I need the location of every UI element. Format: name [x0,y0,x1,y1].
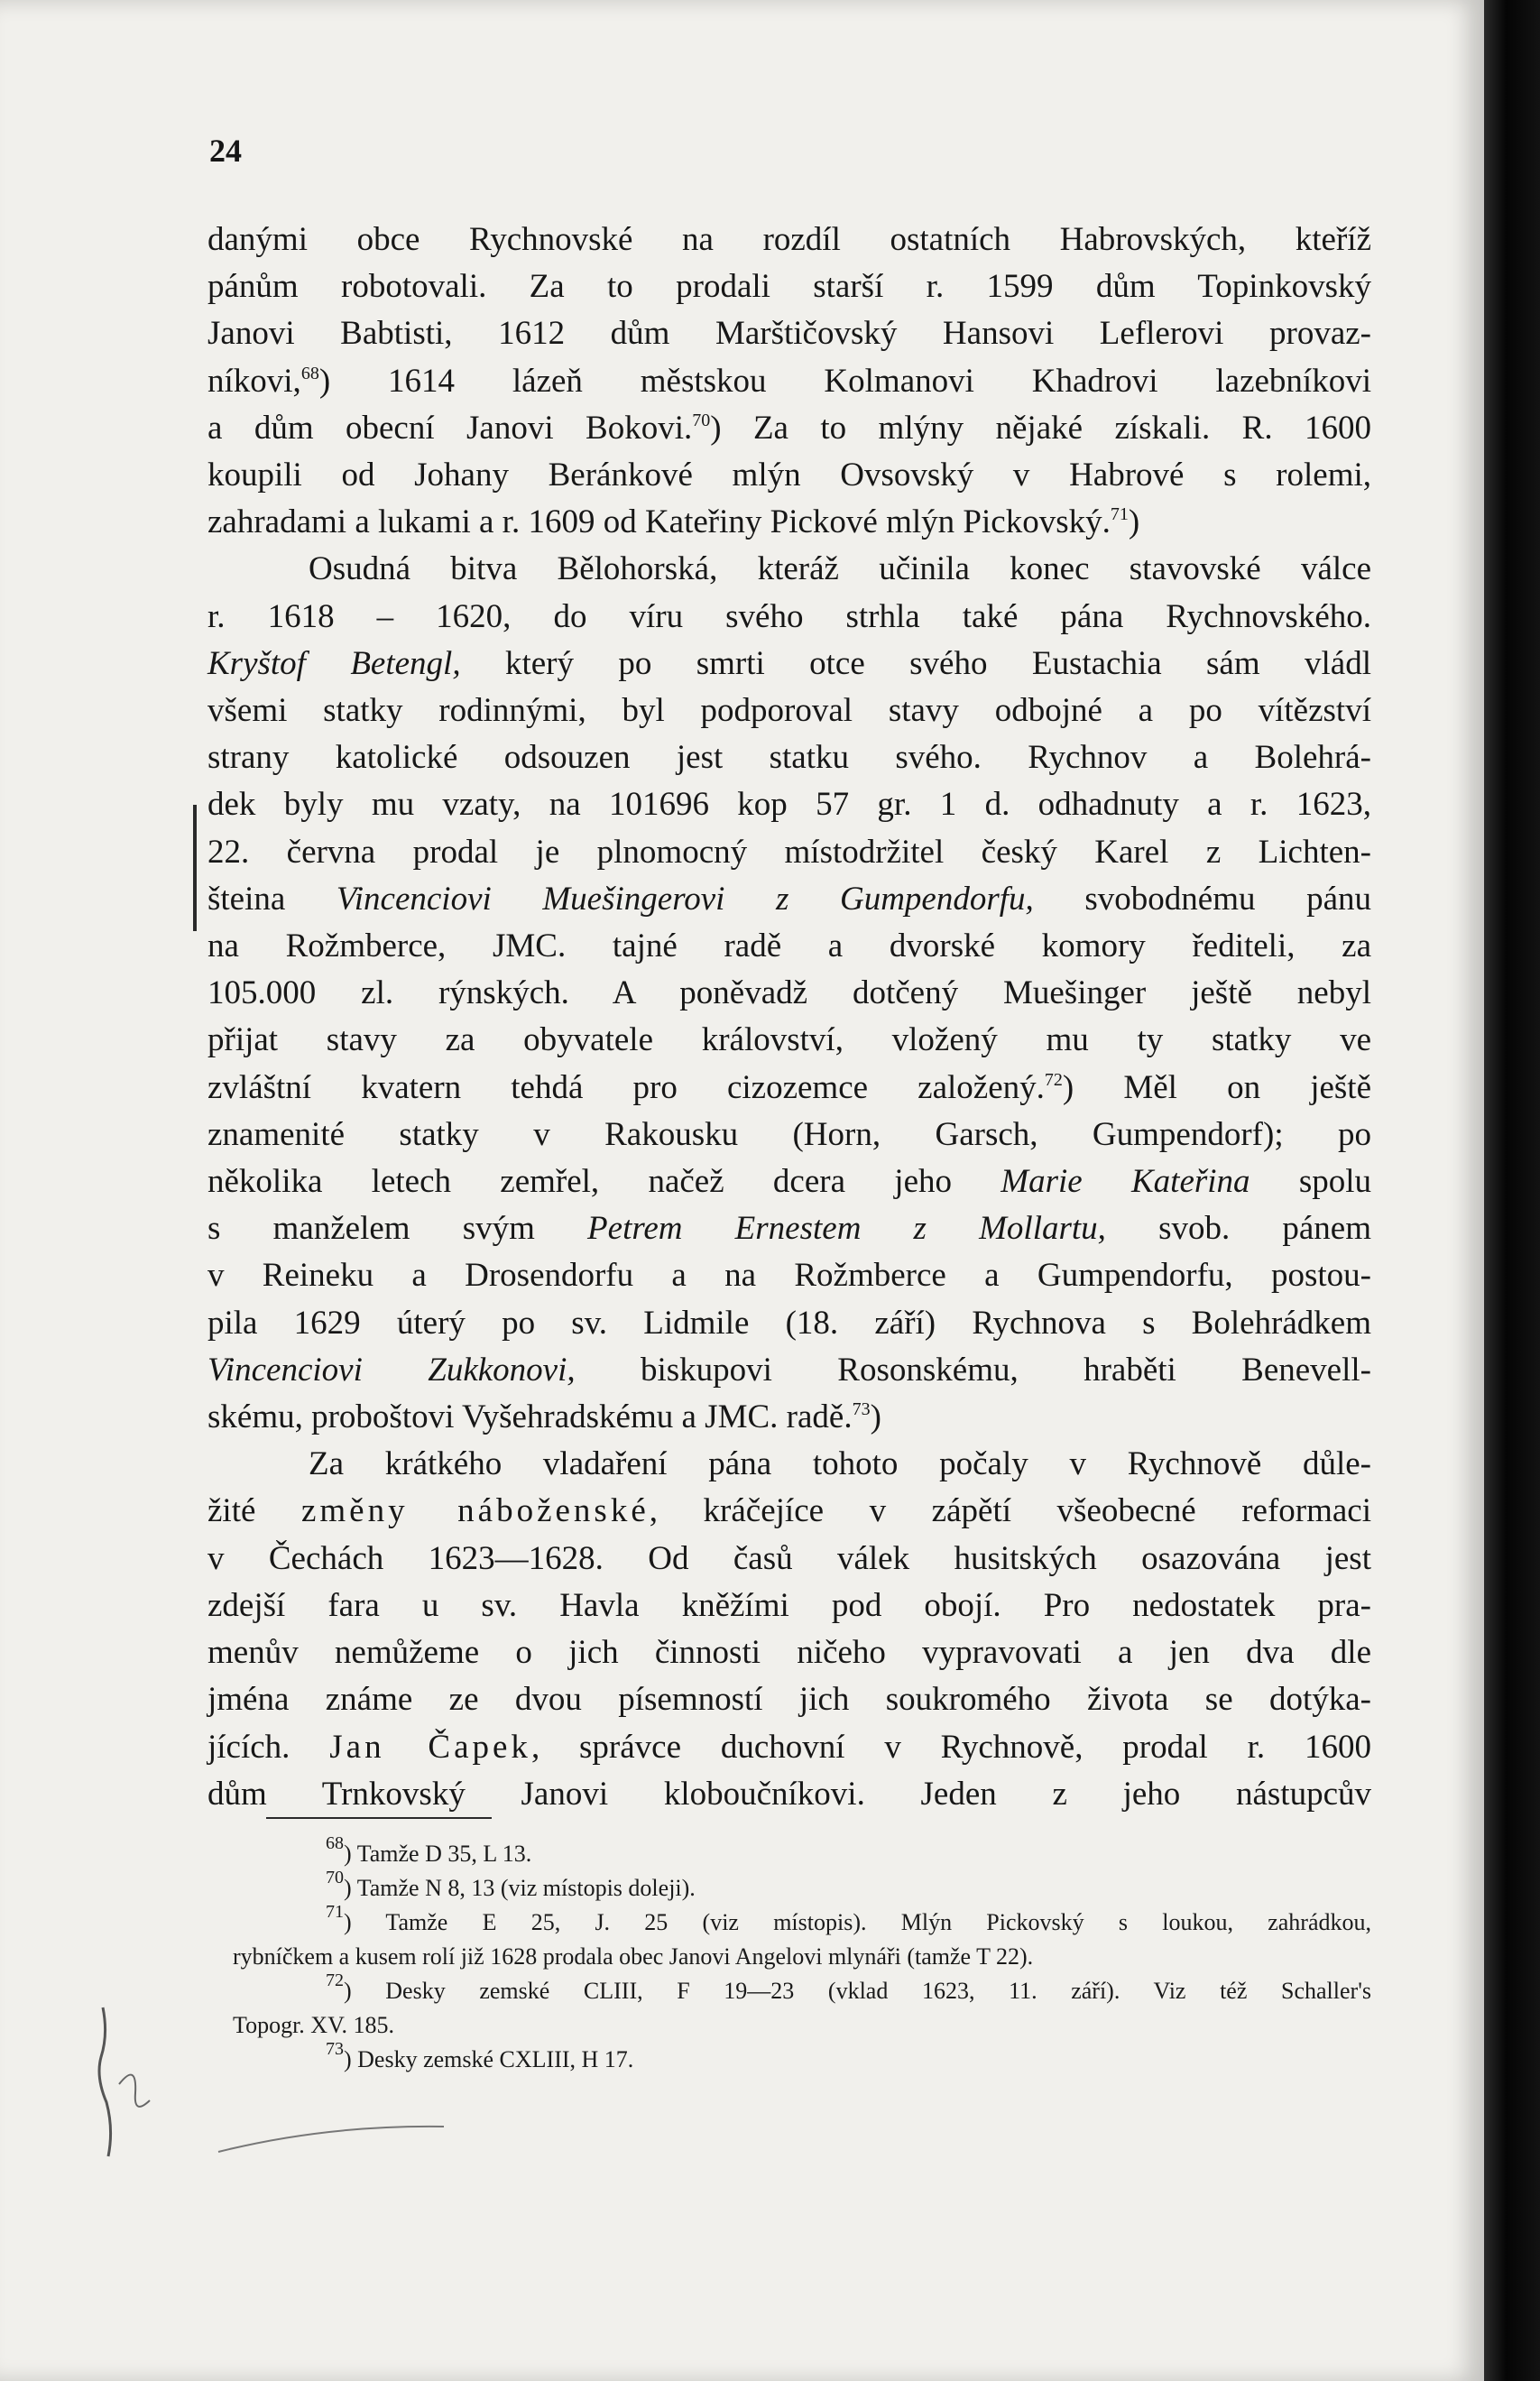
text-line: na Rožmberce, JMC. tajné radě a dvorské komory řediteli, za [207,927,1371,965]
footnote-mark: 68 [326,1833,344,1853]
text-line: znamenité statky v Rakousku (Horn, Garsch, Gumpendorf); po [207,1115,1371,1153]
person-name: Vincenciovi Muešingerovi z Gumpendorfu, [336,880,1034,918]
text-line: 22. června prodal je plnomocný místodržitel český Karel z Lichten- [207,833,1371,871]
text-line: všemi statky rodinnými, byl podporoval stavy odbojné a po vítězství [207,692,1371,730]
text-line: Kryštof Betengl, který po smrti otce svého Eustachia sám vládl [207,644,1371,682]
text-line: zvláštní kvatern tehdá pro cizozemce založený.$^{72}$) Měl on ještě [207,1068,1371,1106]
footnote-mark: 72 [326,1970,344,1990]
text-line: několika letech zemřel, načež dcera jeho Marie Kateřina spolu [207,1163,1372,1201]
footnote-item: $^{68}$) Tamže D 35, L 13. [326,1833,532,1867]
scan-edge [1484,0,1540,2381]
text-line: strany katolické odsouzen jest statku svého. Rychnov a Bolehrá- [207,739,1371,777]
footnote-mark: 70 [326,1868,344,1887]
text-line: Osudná bitva Bělohorská, kteráž učinila konec stavovské válce [309,550,1371,588]
person-name: Kryštof Betengl, [207,644,461,682]
footnote-item: $^{73}$) Desky zemské CXLIII, H 17. [326,2039,634,2072]
text-line: Vincenciovi Zukkonovi, biskupovi Rosonskému, hraběti Benevell- [207,1351,1371,1389]
text-line: r. 1618 – 1620, do víru svého strhla také pána Rychnovského. [207,597,1371,635]
person-name: Marie Kateřina [1001,1163,1250,1201]
spaced-emphasis: změny náboženské [300,1492,650,1530]
text-line: zdejší fara u sv. Havla kněžími pod obojí. Pro nedostatek pra- [207,1586,1371,1624]
text-line: dům Trnkovský Janovi kloboučníkovi. Jeden z jeho nástupcův [207,1775,1371,1813]
person-name: Petrem Ernestem z Mollartu, [587,1210,1106,1248]
footnote-ref[interactable]: 72 [1044,1069,1063,1090]
text-line: zahradami a lukami a r. 1609 od Kateřiny Pickové mlýn Pickovský.$^{71}$) [207,503,1140,541]
text-line: Janovi Babtisti, 1612 dům Marštičovský Hansovi Leflerovi provaz- [207,315,1371,353]
text-line: 105.000 zl. rýnských. A poněvadž dotčený Muešinger ještě nebyl [207,974,1371,1012]
text-line: pánům robotovali. Za to prodali starší r. 1599 dům Topinkovský [207,268,1371,306]
text-line: pila 1629 úterý po sv. Lidmile (18. září) Rychnova s Bolehrádkem [207,1304,1371,1342]
footnote-continuation: Topogr. XV. 185. [233,2012,394,2038]
person-name: Vincenciovi Zukkonovi, [207,1351,576,1389]
footnote-mark: 73 [326,2039,344,2059]
text-line: přijat stavy za obyvatele království, vložený mu ty statky ve [207,1021,1371,1059]
footnote-ref[interactable]: 70 [692,410,711,430]
footnote-item: $^{70}$) Tamže N 8, 13 (viz místopis doleji). [326,1868,696,1901]
text-line: s manželem svým Petrem Ernestem z Mollartu, svob. pánem [207,1210,1371,1248]
footnote-item: $^{71}$) Tamže E 25, J. 25 (viz místopis). Mlýn Pickovský s loukou, zahrádkou, [326,1902,1371,1935]
text-line: v Čechách 1623—1628. Od časů válek husitských osazována jest [207,1539,1371,1577]
footnote-mark: 71 [326,1902,344,1922]
text-line: v Reineku a Drosendorfu a na Rožmberce a Gumpendorfu, postou- [207,1257,1371,1295]
spaced-emphasis: Jan Čapek [329,1728,531,1766]
footnote-ref[interactable]: 68 [300,363,319,383]
text-line: a dům obecní Janovi Bokovi.$^{70}$) Za to mlýny nějaké získali. R. 1600 [207,409,1372,447]
text-line: Za krátkého vladaření pána tohoto počaly v Rychnově důle- [309,1445,1371,1483]
text-line: šteina Vincenciovi Muešingerovi z Gumpendorfu, svobodnému pánu [207,880,1371,918]
text-line: koupili od Johany Beránkové mlýn Ovsovský v Habrové s rolemi, [207,457,1371,494]
pencil-scribble [83,1998,462,2170]
footnote-divider [266,1817,492,1819]
footnote-ref[interactable]: 71 [1110,504,1129,525]
margin-mark [193,805,197,931]
text-line: jména známe ze dvou písemností jich soukromého života se dotýka- [207,1681,1371,1719]
page-number: 24 [209,133,242,169]
text-line: dek byly mu vzaty, na 101696 kop 57 gr. 1 d. odhadnuty a r. 1623, [207,786,1371,824]
footnote-continuation: rybníčkem a kusem rolí již 1628 prodala obec Janovi Angelovi mlynáři (tamže T 22). [233,1943,1034,1970]
text-line: danými obce Rychnovské na rozdíl ostatních Habrovských, kteříž [207,221,1371,258]
text-line: menův nemůžeme o jich činnosti ničeho vypravovati a jen dva dle [207,1634,1371,1672]
text-line: jících. Jan Čapek, správce duchovní v Rychnově, prodal r. 1600 [207,1728,1371,1766]
footnote-item: $^{72}$) Desky zemské CLIII, F 19—23 (vklad 1623, 11. září). Viz též Schaller's [326,1970,1371,2004]
footnote-ref[interactable]: 73 [852,1399,871,1420]
body-text [207,217,1371,1818]
text-line: žité změny náboženské, kráčejíce v zápětí všeobecné reformaci [207,1492,1371,1530]
text-line: skému, proboštovi Vyšehradskému a JMC. radě.$^{73}$) [207,1398,881,1436]
text-line: níkovi,$^{68}$) 1614 lázeň městskou Kolmanovi Khadrovi lazebníkovi [207,362,1371,400]
